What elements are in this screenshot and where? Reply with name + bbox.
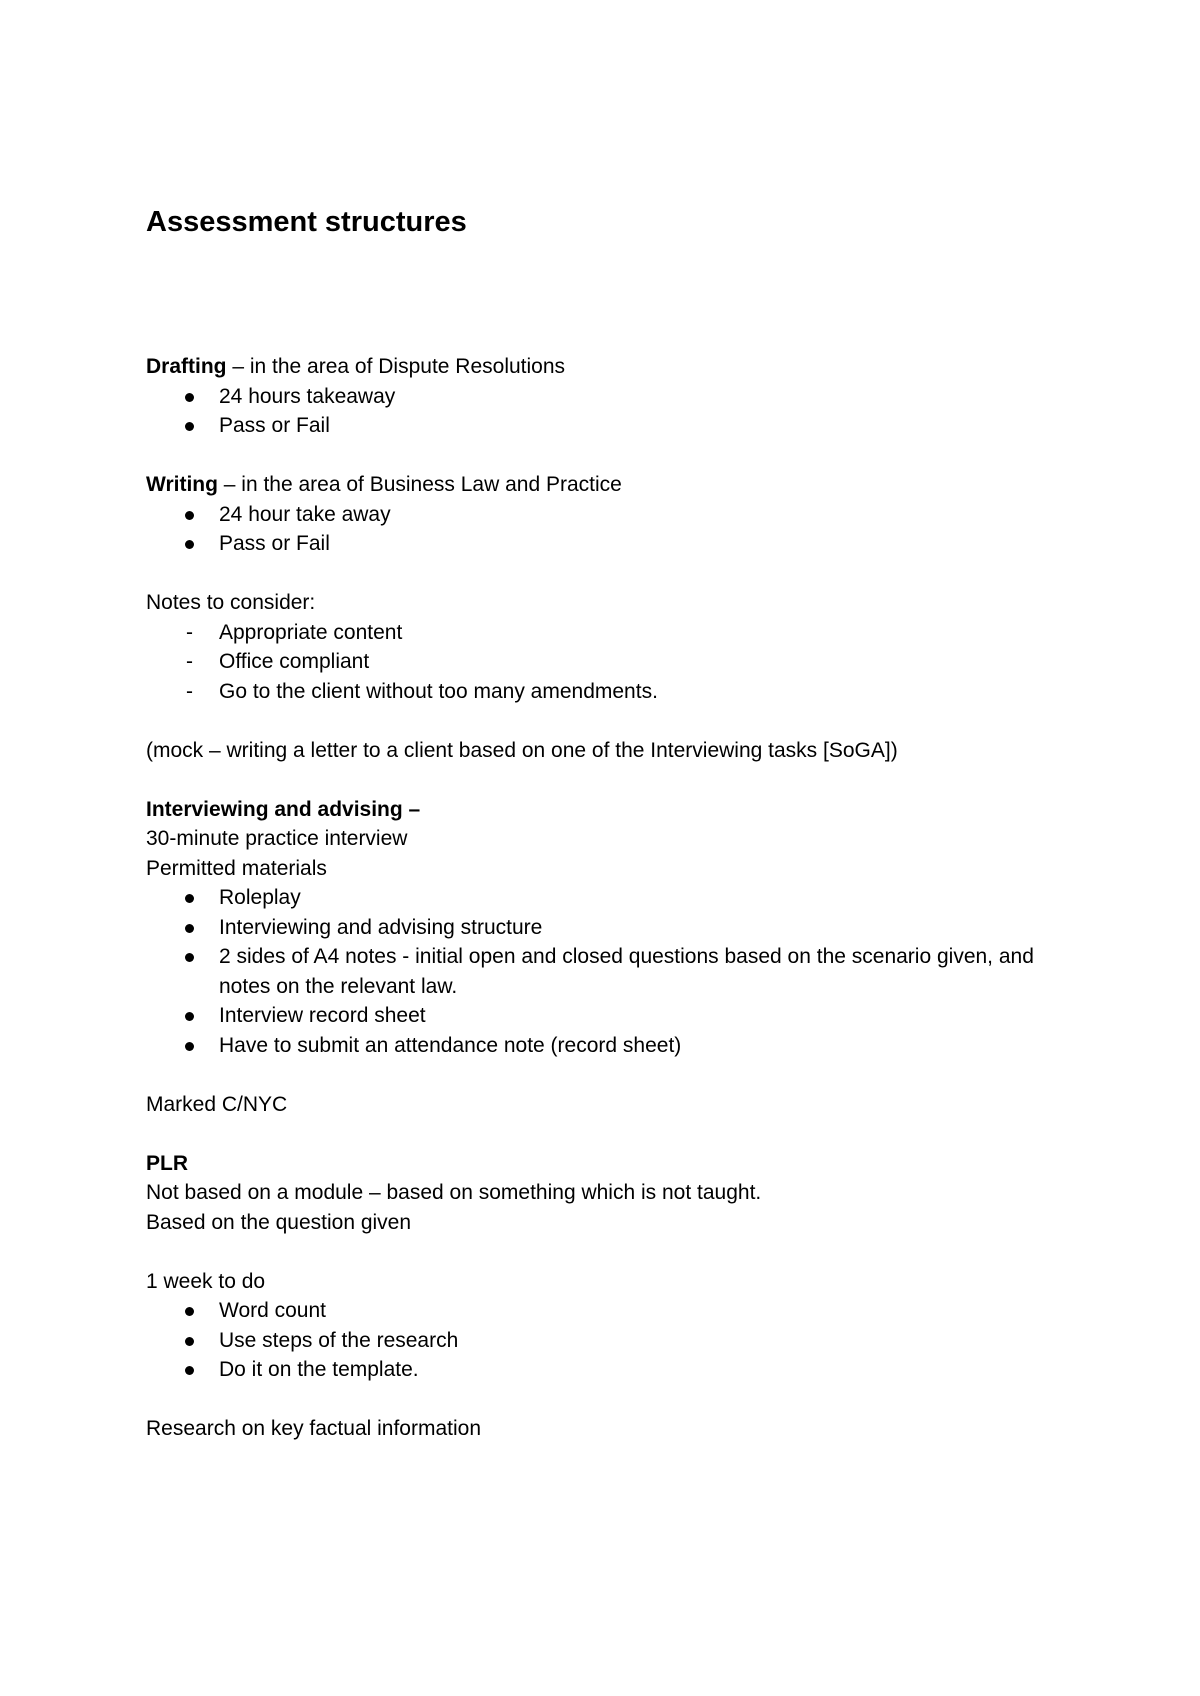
list-item: Roleplay [146, 883, 1066, 913]
list-item: Do it on the template. [146, 1355, 1066, 1385]
plr-list [146, 1296, 1066, 1385]
mock-note: (mock – writing a letter to a client based on one of the Interviewing tasks [SoGA]) [146, 738, 898, 762]
list-item: - Go to the client without too many amendments. [146, 677, 1066, 707]
list-item: 2 sides of A4 notes - initial open and closed questions based on the scenario given, and notes on the relevant law. [146, 942, 1039, 1001]
bullet-icon [185, 1042, 194, 1051]
drafting-heading-line [146, 352, 1066, 382]
drafting-heading: Drafting [146, 355, 227, 378]
drafting-list [146, 382, 1066, 441]
plr-research: Research on key factual information [146, 1417, 482, 1440]
page-title: Assessment structures [146, 206, 467, 238]
plr-line-2: Based on the question given [146, 1210, 412, 1234]
interviewing-heading-line [146, 795, 1066, 825]
bullet-icon [185, 1366, 194, 1375]
list-item: Have to submit an attendance note (record sheet) [146, 1031, 1066, 1061]
writing-heading-line [146, 470, 1066, 500]
document-body [146, 352, 1066, 1444]
list-item: 24 hours takeaway [146, 382, 1066, 412]
list-item: Use steps of the research [146, 1326, 1066, 1356]
bullet-icon [185, 953, 194, 962]
interviewing-line-1: 30-minute practice interview [146, 827, 408, 850]
writing-description: – in the area of Business Law and Practice [217, 473, 622, 496]
notes-list [146, 618, 1066, 707]
bullet-icon [185, 894, 194, 903]
plr-week: 1 week to do [146, 1269, 266, 1293]
list-item: Interviewing and advising structure [146, 913, 1066, 943]
list-item: 24 hour take away [146, 500, 1066, 530]
dash-icon: - [186, 620, 193, 644]
bullet-icon [185, 1307, 194, 1316]
notes-label: Notes to consider: [146, 591, 316, 614]
bullet-icon [185, 1012, 194, 1021]
list-item: - Appropriate content [146, 618, 1066, 648]
plr-heading: PLR [146, 1151, 188, 1175]
dash-icon: - [186, 679, 193, 703]
writing-heading: Writing [146, 473, 218, 496]
writing-list [146, 500, 1066, 559]
dash-icon: - [186, 650, 193, 673]
interviewing-list [146, 883, 1066, 1060]
bullet-icon [185, 511, 194, 520]
list-item: - Office compliant [146, 647, 1066, 677]
plr-line-1: Not based on a module – based on something which is not taught. [146, 1181, 762, 1204]
bullet-icon [185, 924, 194, 933]
bullet-icon [185, 422, 194, 431]
bullet-icon [185, 540, 194, 549]
list-item: Pass or Fail [146, 529, 1066, 559]
list-item: Word count [146, 1296, 1066, 1326]
interviewing-heading: Interviewing and advising – [146, 797, 421, 821]
marked-note: Marked C/NYC [146, 1092, 288, 1116]
bullet-icon [185, 393, 194, 402]
list-item: Interview record sheet [146, 1001, 1066, 1031]
drafting-description: – in the area of Dispute Resolutions [226, 355, 566, 378]
bullet-icon [185, 1337, 194, 1346]
plr-heading-line [146, 1149, 1066, 1179]
list-item: Pass or Fail [146, 411, 1066, 441]
interviewing-line-2: Permitted materials [146, 856, 327, 880]
